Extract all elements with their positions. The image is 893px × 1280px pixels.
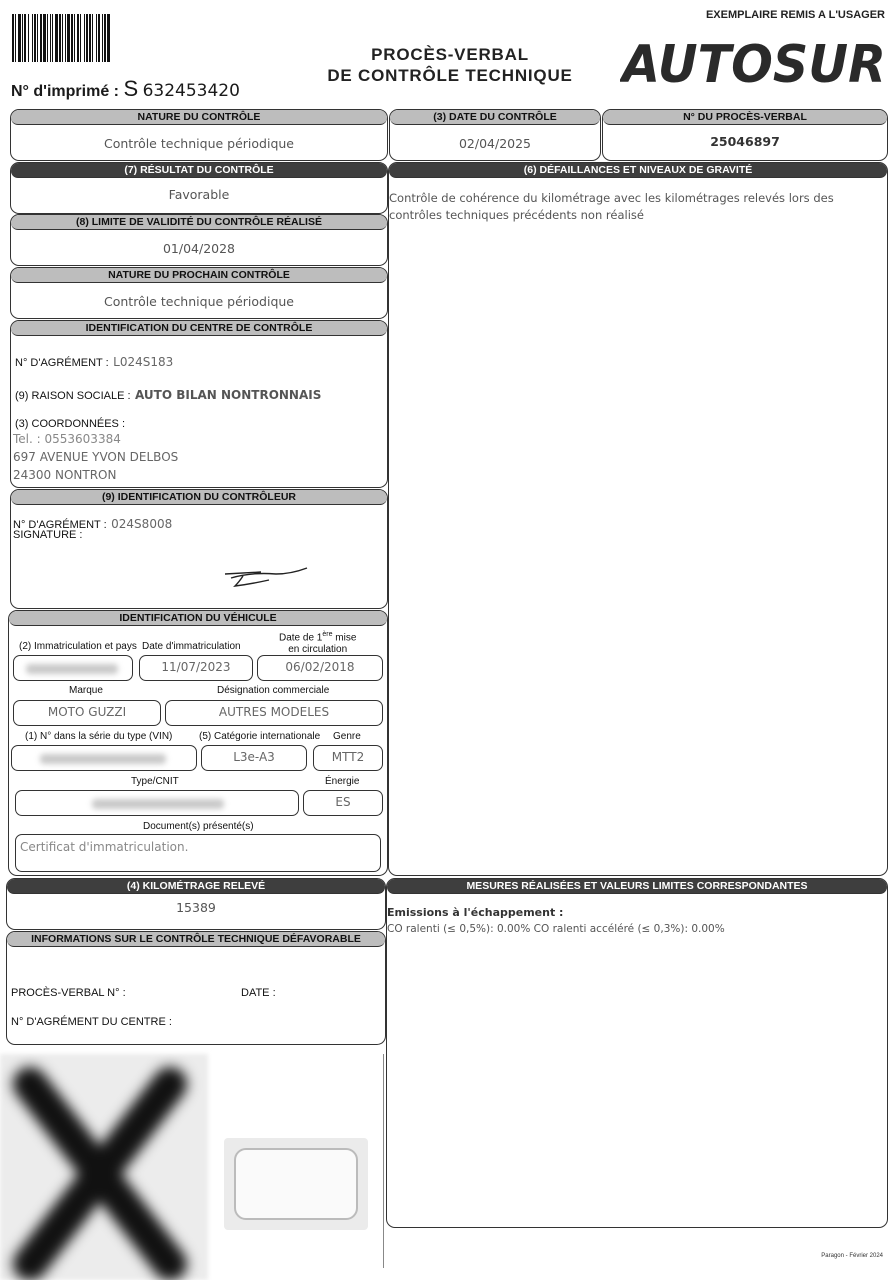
vin-field [11, 745, 197, 771]
measures-header: MESURES RÉALISÉES ET VALEURS LIMITES CORRESPONDANTES [387, 879, 887, 894]
date-immat-label: Date d'immatriculation [142, 641, 241, 652]
paragon-footer: Paragon - Février 2024 [821, 1253, 883, 1259]
printed-number-value: 632453420 [142, 81, 240, 101]
document-title [300, 44, 600, 86]
unfavorable-box [6, 931, 386, 1045]
first-circ-label-b: mise [332, 632, 357, 644]
emissions-text: CO ralenti (≤ 0,5%): 0.00% CO ralenti accéléré (≤ 0,3%): 0.00% [387, 923, 725, 935]
emissions-label: Emissions à l'échappement : [387, 906, 564, 919]
first-circ-label-c: en circulation [288, 644, 348, 656]
hologram-frame [234, 1148, 358, 1220]
first-circ-field: 06/02/2018 [257, 655, 383, 681]
date-box [389, 109, 601, 161]
designation-label: Désignation commerciale [217, 685, 330, 696]
pv-number-box [602, 109, 888, 161]
unfavorable-date-label: DATE : [241, 987, 276, 999]
immat-field [13, 655, 133, 681]
center-agrement-label: N° D'AGRÉMENT : [15, 357, 109, 369]
measures-box [386, 878, 888, 1228]
redacted-cross [0, 1054, 208, 1280]
hologram-zone [224, 1138, 368, 1230]
divider-line [383, 1054, 384, 1268]
defects-header: (6) DÉFAILLANCES ET NIVEAUX DE GRAVITÉ [389, 163, 887, 178]
result-value: Favorable [168, 187, 230, 202]
controller-box [10, 489, 388, 609]
center-coord-label: (3) COORDONNÉES : [15, 418, 126, 430]
copy-label: EXEMPLAIRE REMIS A L'USAGER [705, 9, 885, 21]
controller-signature-label: SIGNATURE : [13, 529, 83, 541]
date-value: 02/04/2025 [458, 136, 532, 151]
center-raison-value: AUTO BILAN NONTRONNAIS [134, 388, 322, 402]
autosur-logo-mark [620, 30, 890, 90]
first-circ-sup: ère [322, 631, 333, 638]
immat-label: (2) Immatriculation et pays [19, 641, 137, 652]
type-field [15, 790, 299, 816]
categorie-field: L3e-A3 [201, 745, 307, 771]
vehicle-box [8, 610, 388, 876]
pv-number-header: N° DU PROCÈS-VERBAL [603, 110, 887, 125]
documents-field: Certificat d'immatriculation. [15, 834, 381, 872]
genre-label: Genre [333, 731, 361, 742]
controller-header: (9) IDENTIFICATION DU CONTRÔLEUR [11, 490, 387, 505]
title-line-1: PROCÈS-VERBAL [371, 45, 529, 64]
mileage-box [6, 878, 386, 930]
result-header: (7) RÉSULTAT DU CONTRÔLE [11, 163, 387, 178]
unfavorable-agrement-label: N° D'AGRÉMENT DU CENTRE : [11, 1016, 172, 1028]
redacted-immat [26, 664, 118, 674]
validity-box [10, 214, 388, 266]
center-address-2: 24300 NONTRON [13, 468, 117, 482]
center-agrement-value: L024S183 [113, 355, 174, 369]
pv-number-value: 25046897 [710, 134, 780, 149]
validity-header: (8) LIMITE DE VALIDITÉ DU CONTRÔLE RÉALISÉ [11, 215, 387, 230]
logo-text: AUTOSUR [620, 35, 886, 90]
nature-header: NATURE DU CONTRÔLE [11, 110, 387, 125]
center-phone: Tel. : 0553603384 [13, 432, 121, 446]
next-control-value: Contrôle technique périodique [104, 294, 294, 309]
mileage-header: (4) KILOMÉTRAGE RELEVÉ [7, 879, 385, 894]
redacted-type [92, 799, 224, 809]
first-circ-label-a: Date de 1 [279, 632, 323, 644]
next-control-box [10, 267, 388, 319]
date-immat-field: 11/07/2023 [139, 655, 253, 681]
redacted-vin [40, 754, 166, 764]
documents-label: Document(s) présenté(s) [143, 821, 254, 832]
vehicle-header: IDENTIFICATION DU VÉHICULE [9, 611, 387, 626]
date-header: (3) DATE DU CONTRÔLE [390, 110, 600, 125]
controller-agrement-label: N° D'AGRÉMENT : [13, 519, 107, 531]
center-raison [15, 386, 321, 404]
unfavorable-header: INFORMATIONS SUR LE CONTRÔLE TECHNIQUE DÉFAVORABLE [7, 932, 385, 947]
title-line-2: DE CONTRÔLE TECHNIQUE [327, 66, 573, 85]
printed-number [11, 76, 240, 102]
nature-value: Contrôle technique périodique [104, 136, 294, 151]
center-address-1: 697 AVENUE YVON DELBOS [13, 450, 179, 464]
marque-label: Marque [69, 685, 103, 696]
type-label: Type/CNIT [131, 776, 179, 787]
controller-signature [221, 562, 311, 592]
nature-box [10, 109, 388, 161]
redacted-stamp [0, 1054, 208, 1280]
center-box [10, 320, 388, 488]
barcode-bar [107, 14, 110, 62]
mileage-value: 15389 [176, 900, 216, 915]
center-agrement [15, 353, 173, 371]
result-box [10, 162, 388, 214]
validity-value: 01/04/2028 [162, 241, 236, 256]
designation-field: AUTRES MODELES [165, 700, 383, 726]
autosur-logo [620, 30, 890, 90]
vin-label: (1) N° dans la série du type (VIN) [25, 731, 173, 742]
defects-box [388, 162, 888, 876]
next-control-header: NATURE DU PROCHAIN CONTRÔLE [11, 268, 387, 283]
marque-field: MOTO GUZZI [13, 700, 161, 726]
energie-label: Énergie [325, 776, 360, 787]
defects-text: Contrôle de cohérence du kilométrage avec les kilométrages relevés lors des contrôles techniques précédents non réalisé [389, 191, 834, 222]
barcode [12, 14, 190, 62]
energie-field: ES [303, 790, 383, 816]
center-header: IDENTIFICATION DU CENTRE DE CONTRÔLE [11, 321, 387, 336]
printed-number-label: N° d'imprimé : [11, 83, 119, 100]
first-circ-label [279, 629, 356, 656]
center-raison-label: (9) RAISON SOCIALE : [15, 390, 131, 402]
categorie-label: (5) Catégorie internationale [199, 731, 321, 742]
unfavorable-pv-label: PROCÈS-VERBAL N° : [11, 987, 126, 999]
controller-agrement-value: 024S8008 [111, 517, 173, 531]
printed-number-prefix: S [123, 76, 139, 101]
genre-field: MTT2 [313, 745, 383, 771]
